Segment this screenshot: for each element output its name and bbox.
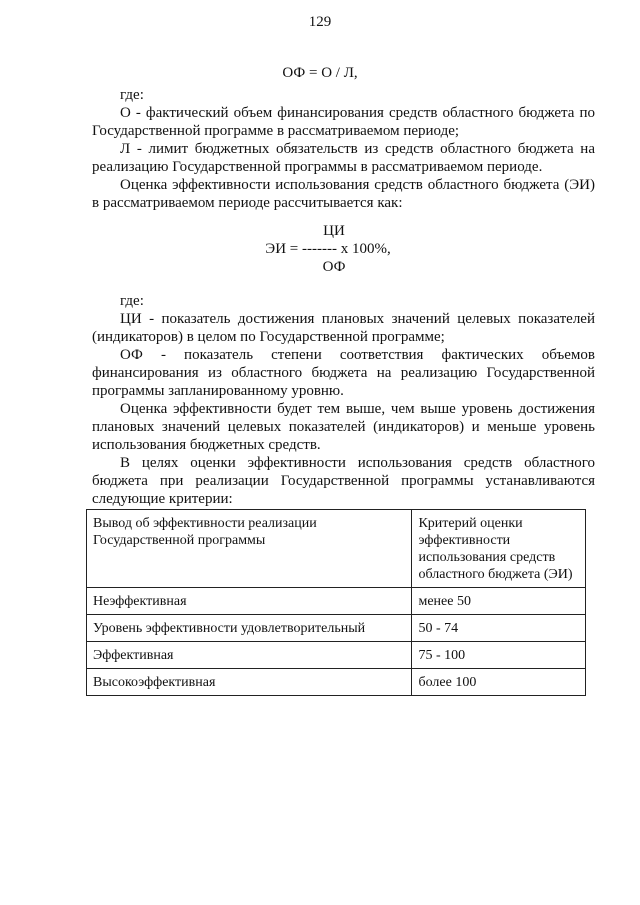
formula-ei-denominator: ОФ — [322, 259, 346, 275]
table-cell: 50 - 74 — [412, 615, 586, 642]
def-of-line-1: ОФ - показатель степени соответствия фактических объемов — [120, 347, 595, 363]
criteria-intro-line-2: бюджета при реализации Государственной программы устанавливаются — [92, 473, 595, 489]
assessment-line-1: Оценка эффективности будет тем выше, чем выше уровень достижения — [120, 401, 595, 417]
header-cell-criterion: Критерий оценки эффективности использования средств областного бюджета (ЭИ) — [412, 510, 586, 588]
page-number: 129 — [308, 14, 332, 30]
table-row — [87, 615, 586, 642]
table-cell: Высокоэффективная — [87, 669, 412, 696]
def-of-line-2: финансирования из областного бюджета на реализацию Государственной — [92, 365, 595, 381]
table-row — [87, 669, 586, 696]
ei-intro-line-1: Оценка эффективности использования средств областного бюджета (ЭИ) — [120, 177, 595, 193]
def-l-line-2: реализацию Государственной программы в рассматриваемом периоде. — [92, 159, 543, 175]
def-ci-line-1: ЦИ - показатель достижения плановых значений целевых показателей — [120, 311, 595, 327]
header-cell-conclusion: Вывод об эффективности реализации Государственной программы — [87, 510, 412, 588]
assessment-line-2: плановых значений целевых показателей (индикаторов) и меньше уровень — [92, 419, 595, 435]
table-header-row — [87, 510, 586, 588]
table-cell: более 100 — [412, 669, 586, 696]
table-cell: менее 50 — [412, 588, 586, 615]
def-ci-line-2: (индикаторов) в целом по Государственной программе; — [92, 329, 445, 345]
table-cell: Уровень эффективности удовлетворительный — [87, 615, 412, 642]
criteria-table — [86, 509, 586, 696]
ei-intro-line-2: в рассматриваемом периоде рассчитывается как: — [92, 195, 403, 211]
table-cell: Неэффективная — [87, 588, 412, 615]
table-cell: 75 - 100 — [412, 642, 586, 669]
formula-ei-numerator: ЦИ — [323, 223, 345, 239]
table-row — [87, 588, 586, 615]
criteria-intro-line-1: В целях оценки эффективности использования средств областного — [120, 455, 595, 471]
formula-of: ОФ = О / Л, — [282, 65, 358, 81]
def-o-line-2: Государственной программе в рассматриваемом периоде; — [92, 123, 460, 139]
where-label-2: где: — [120, 293, 144, 309]
where-label: где: — [120, 87, 144, 103]
table-row — [87, 642, 586, 669]
def-o-line-1: О - фактический объем финансирования средств областного бюджета по — [120, 105, 595, 121]
table-cell: Эффективная — [87, 642, 412, 669]
def-of-line-3: программы запланированному уровню. — [92, 383, 344, 399]
assessment-line-3: использования бюджетных средств. — [92, 437, 321, 453]
criteria-intro-line-3: следующие критерии: — [92, 491, 233, 507]
formula-ei-line: ЭИ = ------- x 100%, — [265, 241, 391, 257]
def-l-line-1: Л - лимит бюджетных обязательств из средств областного бюджета на — [120, 141, 595, 157]
